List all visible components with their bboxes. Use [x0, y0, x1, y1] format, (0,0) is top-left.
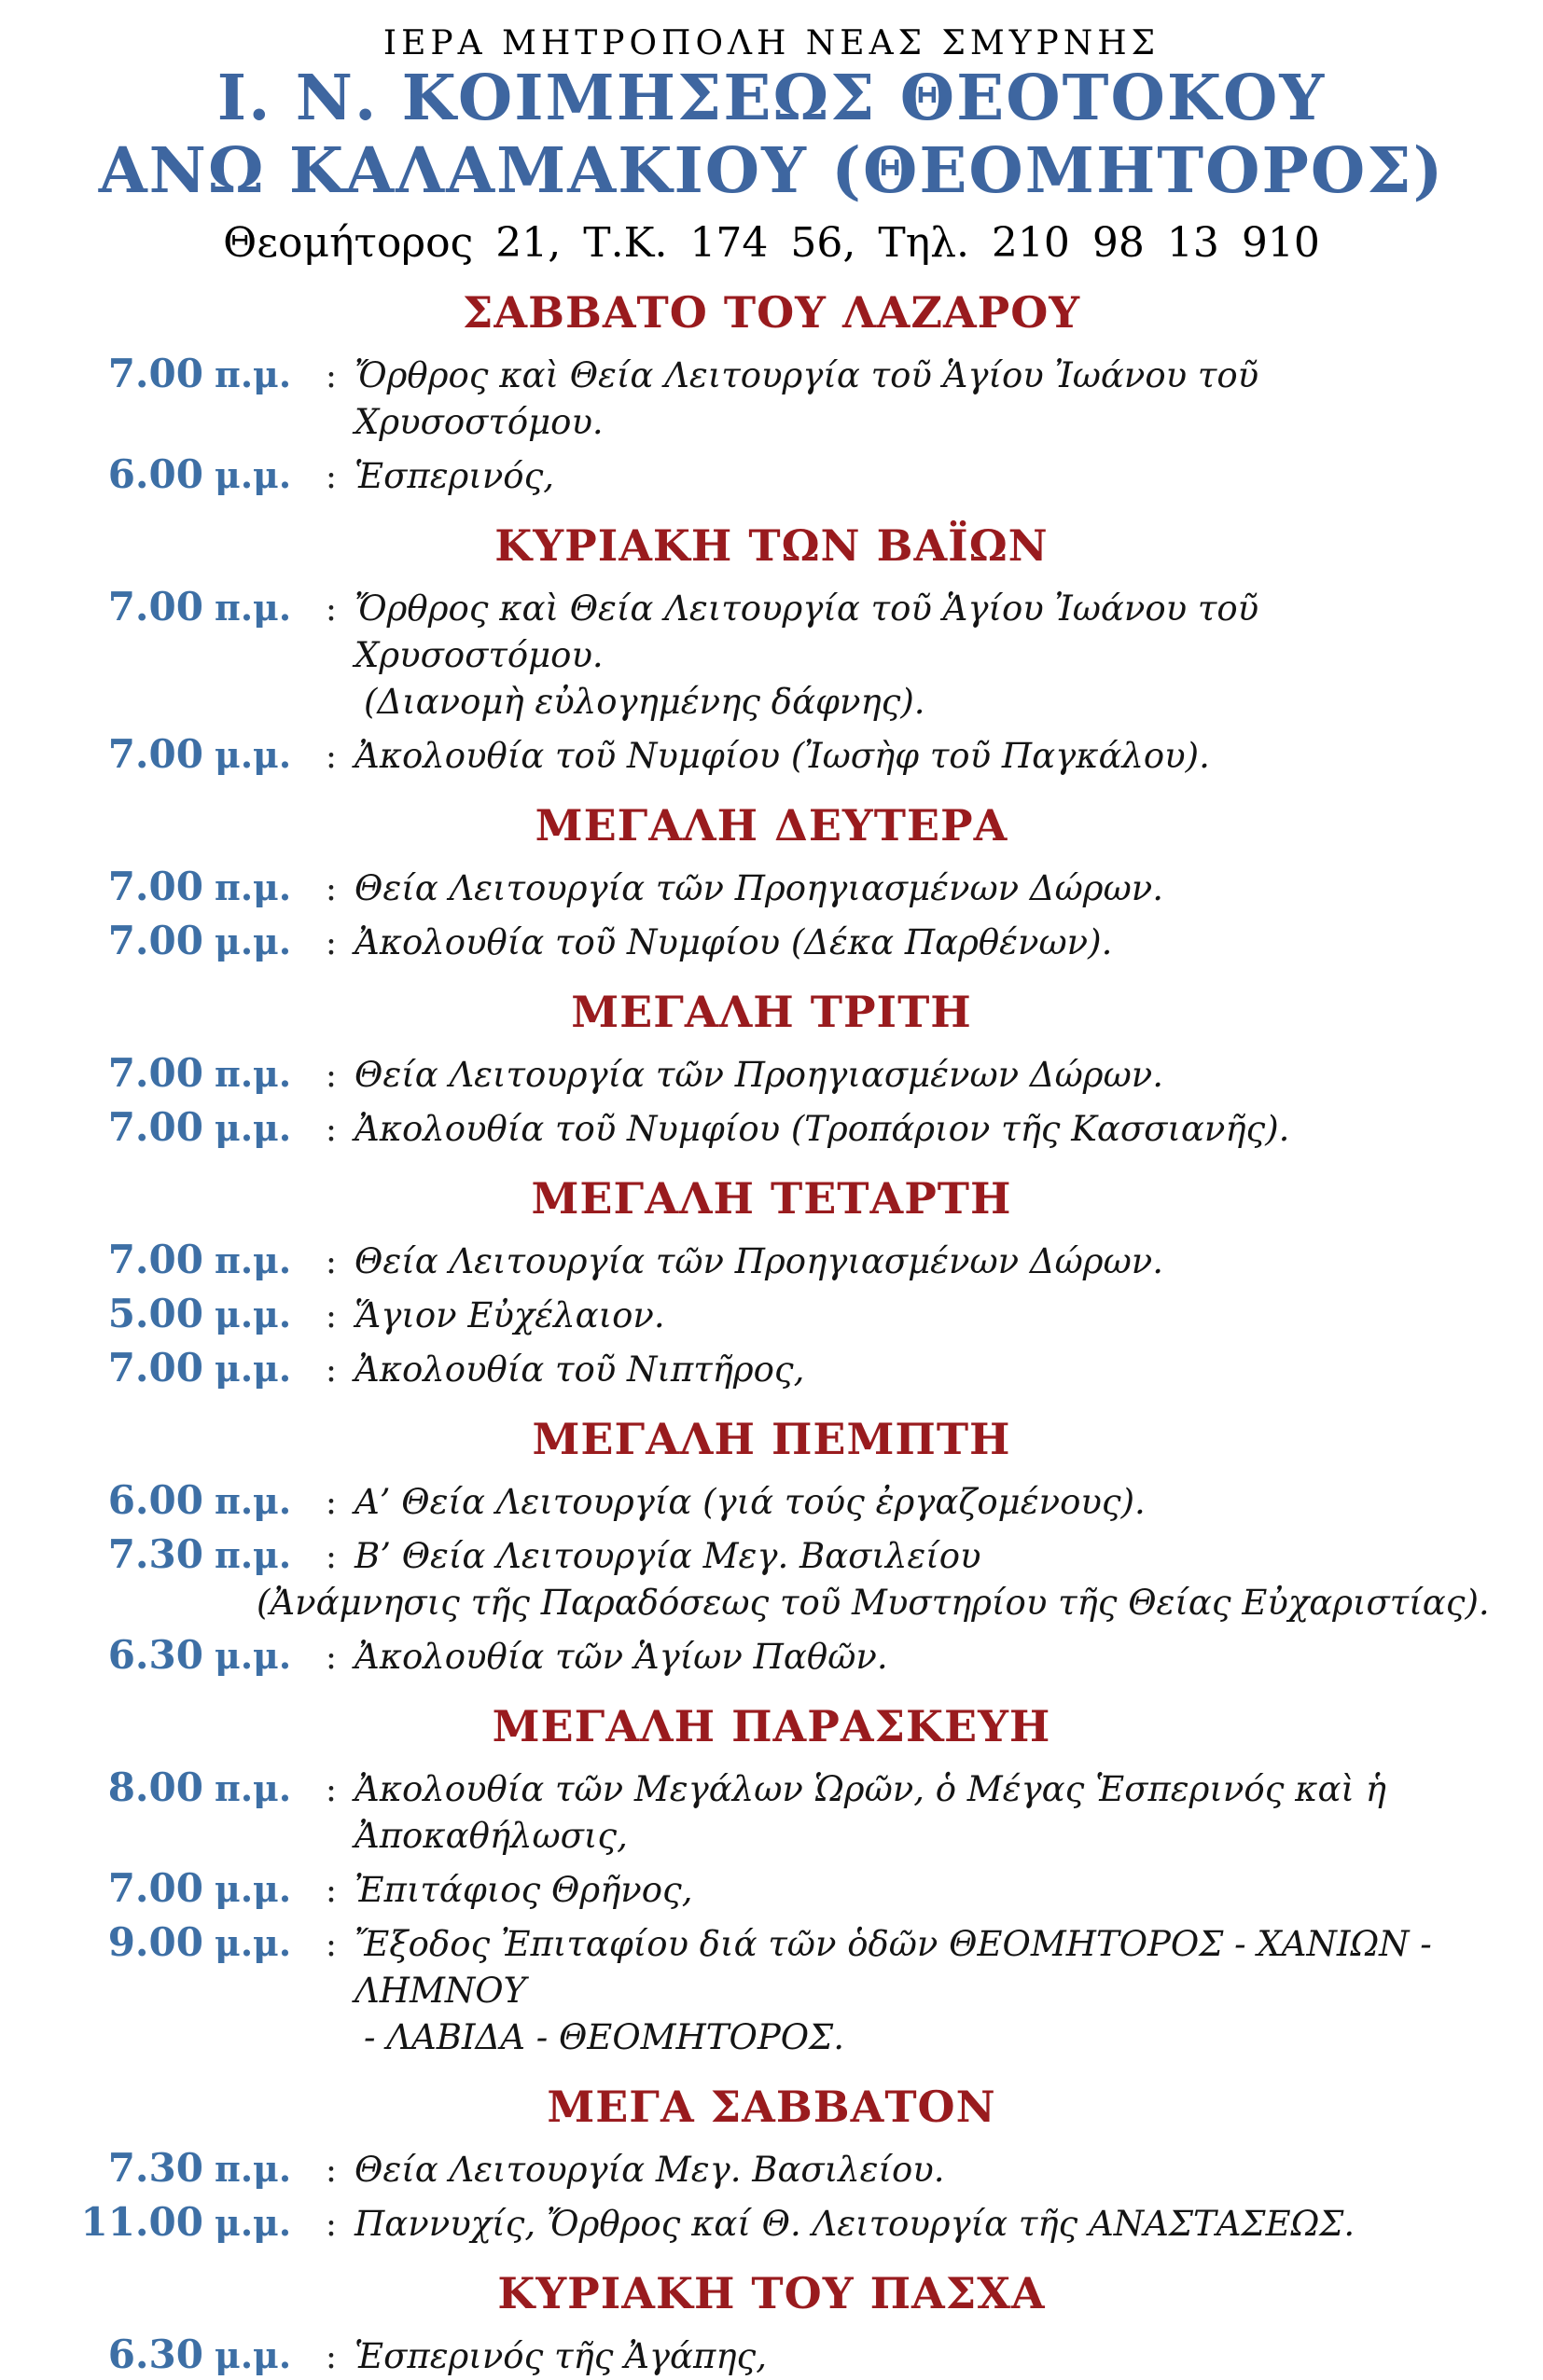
- entry-period: π.μ.: [215, 1534, 292, 1576]
- entry-separator: :: [325, 924, 338, 962]
- entry-period: μ.μ.: [215, 734, 292, 776]
- entry-description: [354, 1347, 1543, 1393]
- entry-description: [354, 1238, 1543, 1285]
- entry-time: 7.30: [107, 2145, 203, 2191]
- entry-period: μ.μ.: [215, 2334, 292, 2376]
- entry-period: μ.μ.: [215, 1635, 292, 1677]
- entry-description-main: Ἔξοδος Ἐπιταφίου διά τῶν ὁδῶν ΘΕΟΜΗΤΟΡΟΣ - ΧΑΝΙΩΝ - ΛΗΜΝΟΥ: [354, 1924, 1432, 2011]
- entry-description-main: Ἀκολουθία τῶν Ἁγίων Παθῶν.: [354, 1637, 888, 1677]
- entry-separator: :: [325, 1926, 338, 1964]
- section-entries: [0, 1759, 1543, 2061]
- entry-description-main: Θεία Λειτουργία Μεγ. Βασιλείου.: [354, 2150, 945, 2190]
- section-heading: ΚΥΡΙΑΚΗ ΤΩΝ ΒΑΪΩΝ: [494, 520, 1049, 571]
- schedule-section: [0, 522, 1543, 780]
- church-title-line1: Ι. Ν. ΚΟΙΜΗΣΕΩΣ ΘΕΟΤΟΚΟΥ: [216, 61, 1327, 134]
- schedule-entry: [0, 1231, 1543, 1285]
- schedule-entry: [0, 1626, 1543, 1681]
- entry-description: [354, 1921, 1543, 2061]
- metropolis-line: ΙΕΡΑ ΜΗΤΡΟΠΟΛΗ ΝΕΑΣ ΣΜΥΡΝΗΣ: [382, 24, 1161, 62]
- schedule-section: [0, 2270, 1543, 2380]
- entry-separator: :: [325, 1538, 338, 1576]
- section-heading: ΜΕΓΑ ΣΑΒΒΑΤΟΝ: [547, 2082, 996, 2132]
- entry-period: μ.μ.: [215, 1294, 292, 1335]
- schedule-section: [0, 1175, 1543, 1393]
- entry-time: 7.00: [107, 1345, 203, 1391]
- entry-description: [257, 1533, 1543, 1626]
- entry-separator: :: [325, 2152, 338, 2190]
- entry-separator: :: [325, 1111, 338, 1149]
- entry-separator: :: [325, 458, 338, 496]
- schedule-section: [0, 2083, 1543, 2248]
- entry-description: [354, 453, 1543, 500]
- entry-description: [354, 733, 1543, 780]
- entry-period: π.μ.: [215, 1239, 292, 1281]
- entry-separator: :: [325, 1872, 338, 1910]
- entry-time: 7.00: [107, 731, 203, 777]
- entry-description-main: Ἑσπερινός,: [354, 456, 555, 496]
- schedule-entry: [0, 1285, 1543, 1339]
- schedule-section: [0, 1416, 1543, 1681]
- section-entries: [0, 2139, 1543, 2248]
- section-heading: ΚΥΡΙΑΚΗ ΤΟΥ ΠΑΣΧΑ: [497, 2268, 1046, 2318]
- entry-time: 6.00: [107, 1477, 203, 1523]
- section-heading: ΜΕΓΑΛΗ ΤΕΤΑΡΤΗ: [531, 1173, 1012, 1224]
- entry-time: 5.00: [107, 1291, 203, 1336]
- entry-time: 8.00: [107, 1764, 203, 1810]
- entry-description-main: Ἀκολουθία τοῦ Νυμφίου (Ἰωσὴφ τοῦ Παγκάλου).: [354, 736, 1210, 776]
- entry-description-main: Ὄρθρος καὶ Θεία Λειτουργία τοῦ Ἁγίου Ἰωάνου τοῦ Χρυσοστόμου.: [354, 588, 1259, 675]
- entry-description-main: Ἀκολουθία τῶν Μεγάλων Ὡρῶν, ὁ Μέγας Ἑσπερινός καὶ ἡ Ἀποκαθήλωσις,: [354, 1769, 1386, 1856]
- schedule-entry: [0, 446, 1543, 500]
- section-entries: [0, 578, 1543, 780]
- entry-description-main: Θεία Λειτουργία τῶν Προηγιασμένων Δώρων.: [354, 1055, 1163, 1095]
- entry-time: 6.00: [107, 451, 203, 497]
- schedule-entry: [0, 1860, 1543, 1914]
- entry-separator: :: [325, 2206, 338, 2244]
- entry-period: μ.μ.: [215, 1348, 292, 1390]
- schedule-entry: [0, 2326, 1543, 2380]
- entry-separator: :: [325, 1297, 338, 1335]
- entry-period: μ.μ.: [215, 1922, 292, 1964]
- schedule-section: [0, 1703, 1543, 2061]
- schedule: [0, 289, 1543, 2380]
- entry-period: π.μ.: [215, 1480, 292, 1522]
- entry-time: 7.00: [107, 584, 203, 630]
- entry-time: 7.00: [107, 1237, 203, 1282]
- section-entries: [0, 2326, 1543, 2380]
- section-entries: [0, 858, 1543, 966]
- entry-time: 7.00: [107, 1104, 203, 1150]
- entry-period: π.μ.: [215, 2148, 292, 2190]
- entry-time: 7.00: [107, 918, 203, 963]
- entry-period: π.μ.: [215, 353, 292, 395]
- entry-description: [354, 1052, 1543, 1099]
- church-title-line2: ΑΝΩ ΚΑΛΑΜΑΚΙΟΥ (ΘΕΟΜΗΤΟΡΟΣ): [98, 133, 1445, 207]
- section-heading: ΜΕΓΑΛΗ ΠΕΜΠΤΗ: [532, 1414, 1011, 1464]
- entry-period: π.μ.: [215, 866, 292, 908]
- schedule-entry: [0, 578, 1543, 726]
- entry-description-main: Ἀκολουθία τοῦ Νυμφίου (Τροπάριον τῆς Κασσιανῆς).: [354, 1109, 1290, 1149]
- entry-description-main: Θεία Λειτουργία τῶν Προηγιασμένων Δώρων.: [354, 1241, 1163, 1281]
- schedule-entry: [0, 1099, 1543, 1153]
- section-entries: [0, 1045, 1543, 1153]
- entry-time: 7.30: [107, 1531, 203, 1577]
- entry-time: 9.00: [107, 1919, 203, 1965]
- entry-separator: :: [325, 870, 338, 908]
- entry-time: 7.00: [107, 864, 203, 909]
- entry-description: [354, 1106, 1543, 1153]
- schedule-entry: [0, 1472, 1543, 1526]
- section-heading: ΜΕΓΑΛΗ ΤΡΙΤΗ: [571, 987, 972, 1037]
- entry-period: π.μ.: [215, 1053, 292, 1095]
- entry-separator: :: [325, 2338, 338, 2376]
- schedule-entry: [0, 1339, 1543, 1393]
- entry-time: 6.30: [107, 2332, 203, 2377]
- section-heading: ΜΕΓΑΛΗ ΠΑΡΑΣΚΕΥΗ: [492, 1701, 1051, 1751]
- entry-description: [354, 2201, 1543, 2248]
- entry-description: [354, 586, 1543, 726]
- entry-description: [354, 865, 1543, 912]
- entry-description-main: Ἀκολουθία τοῦ Νιπτῆρος,: [354, 1349, 805, 1390]
- schedule-entry: [0, 1914, 1543, 2061]
- section-entries: [0, 1472, 1543, 1681]
- section-entries: [0, 345, 1543, 500]
- schedule-section: [0, 989, 1543, 1153]
- entry-time: 6.30: [107, 1632, 203, 1678]
- church-address: Θεομήτορος 21, Τ.Κ. 174 56, Τηλ. 210 98 13 910: [223, 219, 1320, 267]
- entry-separator: :: [325, 1771, 338, 1809]
- entry-description: [354, 353, 1543, 446]
- section-entries: [0, 1231, 1543, 1393]
- entry-separator: :: [325, 1639, 338, 1677]
- schedule-entry: [0, 2139, 1543, 2193]
- entry-period: π.μ.: [215, 1767, 292, 1809]
- entry-separator: :: [325, 738, 338, 776]
- entry-time: 7.00: [107, 351, 203, 396]
- entry-description-main: Ἐπιτάφιος Θρῆνος,: [354, 1870, 693, 1910]
- schedule-entry: [0, 912, 1543, 966]
- schedule-entry: [0, 2193, 1543, 2248]
- entry-description: [354, 1293, 1543, 1339]
- entry-separator: :: [325, 1057, 338, 1095]
- entry-description: [354, 1479, 1543, 1526]
- schedule-entry: [0, 345, 1543, 446]
- entry-time: 7.00: [107, 1050, 203, 1096]
- entry-period: μ.μ.: [215, 454, 292, 496]
- entry-period: μ.μ.: [215, 1107, 292, 1149]
- entry-description-main: Ἀκολουθία τοῦ Νυμφίου (Δέκα Παρθένων).: [354, 922, 1113, 962]
- section-heading: ΣΑΒΒΑΤΟ ΤΟΥ ΛΑΖΑΡΟΥ: [462, 287, 1081, 338]
- entry-description: [354, 920, 1543, 966]
- schedule-section: [0, 289, 1543, 500]
- entry-description: [354, 1634, 1543, 1681]
- schedule-entry: [0, 1526, 1543, 1626]
- schedule-entry: [0, 1759, 1543, 1860]
- entry-period: μ.μ.: [215, 1868, 292, 1910]
- entry-time: 11.00: [80, 2199, 203, 2245]
- entry-separator: :: [325, 590, 338, 629]
- entry-description: [354, 2147, 1543, 2193]
- entry-description: [354, 2333, 1543, 2380]
- schedule-entry: [0, 858, 1543, 912]
- entry-description-continuation: (Ἀνάμνησις τῆς Παραδόσεως τοῦ Μυστηρίου τῆς Θείας Εὐχαριστίας).: [257, 1583, 1490, 1623]
- entry-separator: :: [325, 1243, 338, 1281]
- entry-separator: :: [325, 1484, 338, 1522]
- entry-period: π.μ.: [215, 587, 292, 629]
- entry-description-main: Α’ Θεία Λειτουργία (γιά τούς ἐργαζομένους).: [354, 1482, 1146, 1522]
- schedule-entry: [0, 726, 1543, 780]
- entry-description-main: Ἅγιον Εὐχέλαιον.: [354, 1295, 665, 1335]
- entry-description-main: Παννυχίς, Ὄρθρος καί Θ. Λειτουργία τῆς ΑΝΑΣΤΑΣΕΩΣ.: [354, 2204, 1355, 2244]
- entry-separator: :: [325, 357, 338, 395]
- schedule-entry: [0, 1045, 1543, 1099]
- section-heading: ΜΕΓΑΛΗ ΔΕΥΤΕΡΑ: [535, 800, 1008, 851]
- entry-time: 7.00: [107, 1865, 203, 1911]
- entry-separator: :: [325, 1351, 338, 1390]
- entry-description-continuation: (Διανομὴ εὐλογημένης δάφνης).: [364, 682, 925, 722]
- entry-description-main: Ἑσπερινός τῆς Ἀγάπης,: [354, 2336, 767, 2376]
- entry-period: μ.μ.: [215, 2202, 292, 2244]
- entry-period: μ.μ.: [215, 920, 292, 962]
- entry-description-main: Β’ Θεία Λειτουργία Μεγ. Βασιλείου: [354, 1536, 981, 1576]
- schedule-section: [0, 802, 1543, 966]
- entry-description: [354, 1766, 1543, 1860]
- entry-description-main: Ὄρθρος καὶ Θεία Λειτουργία τοῦ Ἁγίου Ἰωάνου τοῦ Χρυσοστόμου.: [354, 355, 1259, 442]
- entry-description-continuation: - ΛΑΒΙΔΑ - ΘΕΟΜΗΤΟΡΟΣ.: [364, 2017, 844, 2057]
- entry-description: [354, 1867, 1543, 1914]
- entry-description-main: Θεία Λειτουργία τῶν Προηγιασμένων Δώρων.: [354, 868, 1163, 908]
